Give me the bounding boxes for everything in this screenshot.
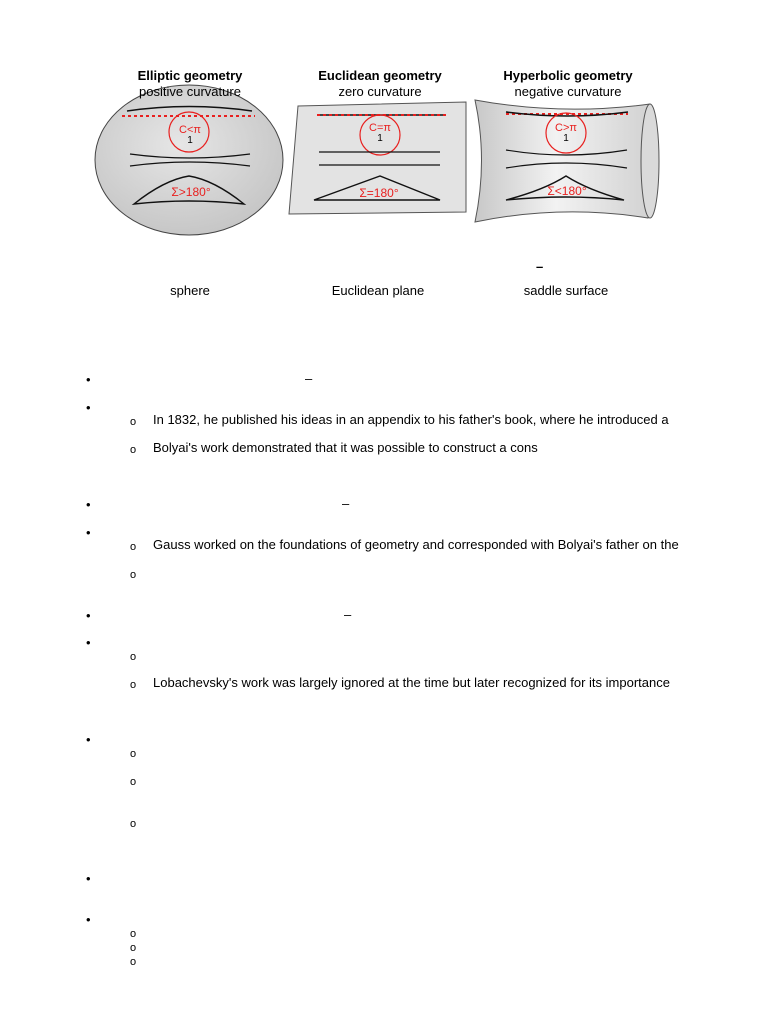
saddle-right-opening (641, 104, 659, 218)
sub-bullet: o (130, 748, 137, 760)
bullet: • (86, 912, 91, 927)
bullet: • (86, 732, 91, 747)
sub-bullet: o (130, 818, 137, 830)
heading-dash: – (536, 259, 544, 274)
bullet: • (86, 497, 91, 512)
sub-bullet: o (130, 651, 137, 663)
plane-caption: Euclidean plane (331, 283, 425, 298)
sphere-caption: sphere (170, 283, 210, 298)
bolyai-text-2: Bolyai's work demonstrated that it was possible to construct a cons (153, 440, 538, 455)
euclidean-radius-label: 1 (377, 133, 383, 144)
sub-bullet: o (130, 956, 137, 968)
gauss-heading-dash: – (342, 496, 350, 511)
bullet: • (86, 400, 91, 415)
elliptic-title: Elliptic geometry (137, 68, 243, 83)
sub-bullet: o (130, 942, 137, 954)
curvature-figure (92, 62, 672, 298)
elliptic-header (92, 68, 288, 100)
hyperbolic-circle-label: C>π (555, 122, 577, 134)
euclidean-title: Euclidean geometry (318, 68, 442, 83)
sub-bullet: o (130, 776, 137, 788)
hyperbolic-subtitle: negative curvature (514, 84, 622, 99)
euclidean-header (282, 68, 478, 100)
lobachevsky-heading-dash: – (344, 607, 352, 622)
euclidean-triangle-label: Σ=180° (359, 186, 399, 200)
bullet: • (86, 608, 91, 623)
gauss-text-1: Gauss worked on the foundations of geometry and corresponded with Bolyai's father on the (153, 537, 679, 552)
hyperbolic-triangle-label: Σ<180° (547, 184, 587, 198)
sub-bullet: o (130, 928, 137, 940)
saddle-caption: saddle surface (523, 283, 609, 298)
sub-bullet: o (130, 444, 137, 456)
sub-bullet: o (130, 569, 137, 581)
bolyai-text-1: In 1832, he published his ideas in an appendix to his father's book, where he introduced a (153, 412, 669, 427)
elliptic-circle-label: C<π (179, 124, 201, 136)
sub-bullet: o (130, 541, 137, 553)
saddle-surface (475, 100, 656, 222)
bullet: • (86, 525, 91, 540)
elliptic-subtitle: positive curvature (139, 84, 241, 99)
hyperbolic-title: Hyperbolic geometry (503, 68, 633, 83)
elliptic-triangle-label: Σ>180° (171, 185, 211, 199)
hyperbolic-radius-label: 1 (563, 133, 569, 144)
bullet: • (86, 635, 91, 650)
bullet: • (86, 871, 91, 886)
lobachevsky-text-2: Lobachevsky's work was largely ignored at the time but later recognized for its importance (153, 675, 670, 690)
hyperbolic-header (470, 68, 666, 100)
euclidean-subtitle: zero curvature (338, 84, 422, 99)
sphere-surface (95, 85, 283, 235)
sub-bullet: o (130, 416, 137, 428)
bolyai-heading-dash: – (305, 371, 313, 386)
elliptic-radius-label: 1 (187, 135, 193, 146)
euclidean-circle-label: C=π (369, 122, 391, 134)
sub-bullet: o (130, 679, 137, 691)
bullet: • (86, 372, 91, 387)
